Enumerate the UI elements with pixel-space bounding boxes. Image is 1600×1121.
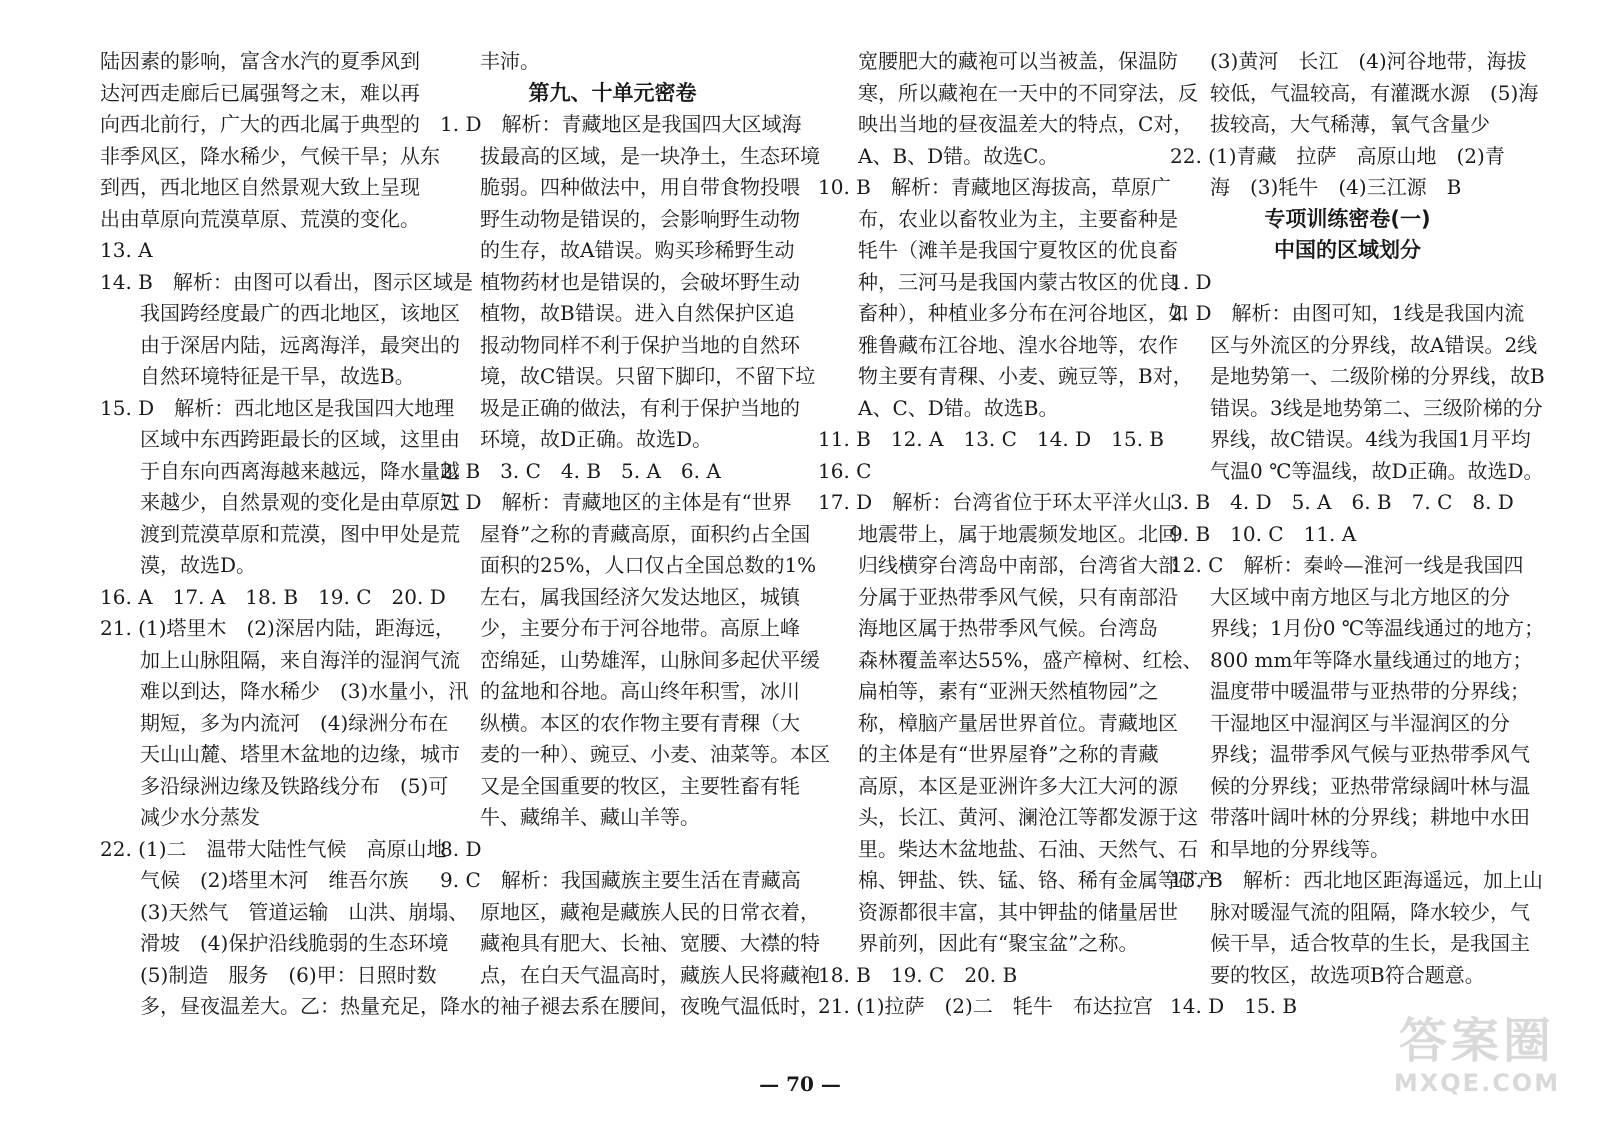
answer-line: 高原，本区是亚洲许多大江大河的源	[818, 773, 1178, 798]
answer-line: 资源都很丰富，其中钾盐的储量居世	[818, 899, 1178, 924]
answer-line: 圾是正确的做法，有利于保护当地的	[440, 395, 800, 420]
answer-line: 8. D	[440, 836, 482, 861]
answer-line: 加上山脉阻隔，来自海洋的湿润气流	[100, 647, 460, 672]
answer-line: 22. (1)青藏 拉萨 高原山地 (2)青	[1170, 143, 1505, 168]
answer-line: 是地势第一、二级阶梯的分界线，故B	[1170, 364, 1545, 388]
answer-line: 植物药材也是错误的，会破坏野生动	[440, 269, 800, 294]
answer-line: 出由草原向荒漠草原、荒漠的变化。	[100, 206, 420, 231]
answer-line: 物主要有青稞、小麦、豌豆等，B对，	[818, 364, 1193, 388]
answer-line: 干湿地区中湿润区与半湿润区的分	[1170, 710, 1510, 735]
answer-line: 16. A 17. A 18. B 19. C 20. D	[100, 584, 446, 609]
answer-line: 的主体是有“世界屋脊”之称的青藏	[818, 742, 1159, 766]
answer-line: 到西，西北地区自然景观大致上呈现	[100, 175, 420, 199]
answer-line: 少，主要分布于河谷地带。高原上峰	[440, 616, 800, 640]
answer-line: 棉、钾盐、铁、锰、铬、稀有金属等矿产	[818, 868, 1218, 892]
answer-line: 寒，所以藏袍在一天中的不同穿法，反	[818, 80, 1198, 105]
answer-line: 脆弱。四种做法中，用自带食物投喂	[440, 175, 800, 199]
answer-line: 纵横。本区的农作物主要有青稞（大	[440, 710, 800, 735]
answer-line: 21. (1)塔里木 (2)深居内陆，距海远，	[100, 616, 455, 640]
answer-line: 9. B 10. C 11. A	[1170, 521, 1357, 546]
answer-line: 带落叶阔叶林的分界线；耕地中水田	[1170, 805, 1530, 829]
answer-line: (3)天然气 管道运输 山洪、崩塌、	[100, 899, 469, 924]
answer-line: 18. B 19. C 20. B	[818, 962, 1018, 987]
answer-line: 12. C 解析：秦岭—淮河一线是我国四	[1170, 553, 1524, 577]
answer-line: 界线；1月份0 ℃等温线通过的地方；	[1170, 616, 1545, 640]
answer-line: A、C、D错。故选B。	[818, 395, 1059, 420]
watermark-logo	[1372, 1013, 1582, 1103]
answer-line: 界前列，因此有“聚宝盆”之称。	[818, 931, 1139, 955]
answer-line: 800 mm年等降水量线通过的地方；	[1170, 647, 1533, 672]
answer-line: 界线；温带季风气候与亚热带季风气	[1170, 742, 1530, 766]
answer-line: 映出当地的昼夜温差大的特点，C对，	[818, 112, 1194, 136]
answer-line: 界线，故C错误。4线为我国1月平均	[1170, 427, 1531, 451]
answer-line: 藏袍具有肥大、长袖、宽腰、大襟的特	[440, 931, 820, 955]
answer-line: 来越少，自然景观的变化是由草原过	[100, 490, 460, 514]
answer-line: 又是全国重要的牧区，主要牲畜有牦	[440, 773, 800, 798]
answer-line: 分属于亚热带季风气候，只有南部沿	[818, 584, 1178, 609]
answer-line: 渡到荒漠草原和荒漠，图中甲处是荒	[100, 521, 460, 546]
answer-line: 达河西走廊后已属强弩之末，难以再	[100, 80, 420, 105]
watermark-url: MXQE.COM	[1393, 1069, 1561, 1097]
answer-line: 拔最高的区域，是一块净土，生态环境	[440, 143, 820, 168]
answer-line: 漠，故选D。	[100, 553, 257, 577]
answer-line: 森林覆盖率达55%，盛产樟树、红桧、	[818, 647, 1203, 672]
section-heading: 第九、十单元密卷	[528, 80, 697, 105]
answer-line: (5)制造 服务 (6)甲：日照时数	[100, 962, 437, 987]
answer-line: 里。柴达木盆地盐、石油、天然气、石	[818, 836, 1198, 861]
answer-line: 16. C	[818, 458, 872, 483]
answer-line: 候的分界线；亚热带常绿阔叶林与温	[1170, 773, 1530, 798]
answer-line: 2. D 解析：由图可知，1线是我国内流	[1170, 301, 1525, 325]
answer-line: 原地区，藏袍是藏族人民的日常衣着，	[440, 899, 820, 924]
answer-line: 多沿绿洲边缘及铁路线分布 (5)可	[100, 773, 449, 798]
answer-line: 的生存，故A错误。购买珍稀野生动	[440, 238, 795, 262]
answer-line: 植物，故B错误。进入自然保护区追	[440, 301, 795, 325]
answer-line: 错误。3线是地势第二、三级阶梯的分	[1170, 395, 1543, 420]
answer-line: 于自东向西离海越来越远，降水量越	[100, 458, 460, 483]
answer-line: 称，樟脑产量居世界首位。青藏地区	[818, 710, 1178, 735]
answer-line: 温度带中暖温带与亚热带的分界线；	[1170, 679, 1530, 703]
answer-line: 期短，多为内流河 (4)绿洲分布在	[100, 710, 449, 735]
answer-line: A、B、D错。故选C。	[818, 143, 1059, 168]
section-heading: 中国的区域划分	[1274, 238, 1421, 262]
answer-line: 拔较高，大气稀薄，氧气含量少	[1170, 112, 1490, 136]
answer-line: 要的牧区，故选项B符合题意。	[1170, 962, 1485, 987]
answer-line: 区域中东西跨距最长的区域，这里由	[100, 427, 460, 451]
answer-line: 13. B 解析：西北地区距海遥远，加上山	[1170, 868, 1543, 892]
answer-line: 21. (1)拉萨 (2)二 牦牛 布达拉宫	[818, 994, 1153, 1018]
answer-line: 雅鲁藏布江谷地、湟水谷地等，农作	[818, 332, 1178, 357]
answer-line: 非季风区，降水稀少，气候干旱；从东	[100, 143, 440, 168]
answer-line: 地震带上，属于地震频发地区。北回	[818, 521, 1178, 546]
answer-line: 丰沛。	[440, 49, 540, 73]
answer-line: 22. (1)二 温带大陆性气候 高原山地	[100, 836, 447, 861]
answer-line: 海 (3)牦牛 (4)三江源 B	[1170, 175, 1462, 199]
answer-line: 天山山麓、塔里木盆地的边缘，城市	[100, 742, 460, 766]
answer-line: 3. B 4. D 5. A 6. B 7. C 8. D	[1170, 490, 1514, 514]
answer-line: 归线横穿台湾岛中南部，台湾省大部	[818, 553, 1178, 577]
watermark-title: 答案圈	[1398, 1013, 1555, 1069]
answer-line: 13. A	[100, 238, 153, 262]
answer-line: 扁柏等，素有“亚洲天然植物园”之	[818, 679, 1159, 703]
answer-line: 麦的一种）、豌豆、小麦、油菜等。本区	[440, 742, 830, 766]
answer-line: (3)黄河 长江 (4)河谷地带，海拔	[1170, 49, 1527, 73]
answer-line: 面积的25%，人口仅占全国总数的1%	[440, 553, 817, 577]
answer-line: 屋脊”之称的青藏高原，面积约占全国	[440, 521, 811, 546]
answer-line: 多，昼夜温差大。乙：热量充足，降水	[100, 994, 480, 1018]
answer-line: 左右，属我国经济欠发达地区，城镇	[440, 584, 800, 609]
answer-line: 和旱地的分界线等。	[1170, 836, 1390, 861]
answer-line: 脉对暖湿气流的阻隔，降水较少，气	[1170, 899, 1530, 924]
answer-line: 我国跨经度最广的西北地区，该地区	[100, 301, 460, 325]
answer-line: 9. C 解析：我国藏族主要生活在青藏高	[440, 868, 801, 892]
answer-line: 野生动物是错误的，会影响野生动物	[440, 206, 800, 231]
answer-line: 布，农业以畜牧业为主，主要畜种是	[818, 206, 1178, 231]
answer-line: 14. B 解析：由图可以看出，图示区域是	[100, 269, 473, 294]
answer-line: 峦绵延，山势雄浑，山脉间多起伏平缓	[440, 647, 820, 672]
answer-line: 7. D 解析：青藏地区的主体是有“世界	[440, 490, 792, 514]
answer-line: 自然环境特征是干旱，故选B。	[100, 364, 415, 388]
answer-column-2	[440, 46, 830, 1023]
answer-line: 宽腰肥大的藏袍可以当被盖，保温防	[818, 49, 1178, 73]
answer-line: 10. B 解析：青藏地区海拔高，草原广	[818, 175, 1171, 199]
answer-line: 牦牛（滩羊是我国宁夏牧区的优良畜	[818, 238, 1178, 262]
answer-line: 的盆地和谷地。高山终年积雪，冰川	[440, 679, 800, 703]
answer-line: 境，故C错误。只留下脚印，不留下垃	[440, 364, 816, 388]
answer-line: 种，三河马是我国内蒙古牧区的优良	[818, 269, 1178, 294]
section-heading: 专项训练密卷(一)	[1264, 206, 1431, 231]
answer-line: 气温0 ℃等温线，故D正确。故选D。	[1170, 458, 1544, 483]
answer-line: 17. D 解析：台湾省位于环太平洋火山	[818, 490, 1173, 514]
answer-line: 点，在白天气温高时，藏族人民将藏袍	[440, 962, 820, 987]
answer-line: 候干旱，适合牧草的生长，是我国主	[1170, 931, 1530, 955]
answer-line: 减少水分蒸发	[100, 805, 260, 829]
answer-line: 较低，气温较高，有灌溉水源 (5)海	[1170, 80, 1539, 105]
answer-column-4	[1170, 46, 1545, 1023]
answer-line: 气候 (2)塔里木河 维吾尔族	[100, 868, 409, 892]
answer-line: 的袖子褪去系在腰间，夜晚气温低时，	[440, 994, 820, 1018]
answer-line: 1. D 解析：青藏地区是我国四大区域海	[440, 112, 802, 136]
answer-line: 14. D 15. B	[1170, 994, 1298, 1018]
answer-line: 畜种），种植业多分布在河谷地区，如	[818, 301, 1188, 325]
answer-line: 向西北前行，广大的西北属于典型的	[100, 112, 420, 136]
answer-line: 海地区属于热带季风气候。台湾岛	[818, 616, 1158, 640]
answer-line: 陆因素的影响，富含水汽的夏季风到	[100, 49, 420, 73]
answer-line: 牛、藏绵羊、藏山羊等。	[440, 805, 700, 829]
answer-line: 报动物同样不利于保护当地的自然环	[440, 332, 800, 357]
answer-line: 11. B 12. A 13. C 14. D 15. B	[818, 427, 1164, 451]
answer-line: 区与外流区的分界线，故A错误。2线	[1170, 332, 1538, 357]
answer-line: 2. B 3. C 4. B 5. A 6. A	[440, 458, 721, 483]
answer-line: 环境，故D正确。故选D。	[440, 427, 713, 451]
answer-line: 由于深居内陆，远离海洋，最突出的	[100, 332, 460, 357]
answer-line: 大区域中南方地区与北方地区的分	[1170, 584, 1510, 609]
answer-line: 15. D 解析：西北地区是我国四大地理	[100, 395, 455, 420]
answer-line: 头，长江、黄河、澜沧江等都发源于这	[818, 805, 1198, 829]
answer-line: 难以到达，降水稀少 (3)水量小，汛	[100, 679, 469, 703]
answer-line: 滑坡 (4)保护沿线脆弱的生态环境	[100, 931, 449, 955]
answer-line: 1. D	[1170, 269, 1212, 294]
page-number: — 70 —	[759, 1072, 841, 1096]
